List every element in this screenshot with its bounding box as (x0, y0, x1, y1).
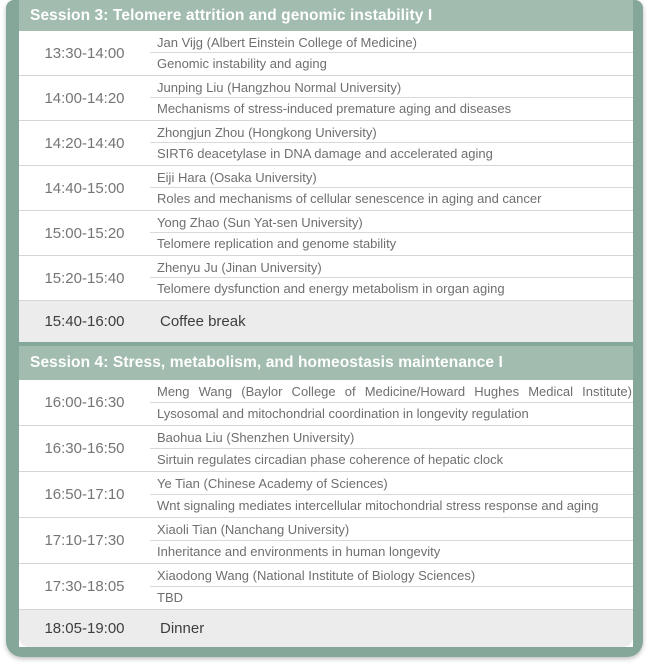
break-label: Coffee break (160, 313, 246, 330)
slot-content (150, 472, 633, 517)
slot-content (150, 518, 633, 563)
slot-content (150, 564, 633, 609)
time-slot (19, 31, 633, 76)
speaker-line: Zhenyu Ju (Jinan University) (150, 256, 633, 278)
slot-time: 16:50-17:10 (44, 486, 125, 503)
talk-line: Mechanisms of stress-induced premature aging and diseases (157, 101, 512, 116)
slot-content (150, 426, 633, 471)
time-slot (19, 211, 633, 256)
speaker-line: Zhongjun Zhou (Hongkong University) (150, 121, 633, 143)
talk-line: Telomere replication and genome stability (157, 236, 397, 251)
speaker-line: Baohua Liu (Shenzhen University) (150, 426, 633, 449)
break-label: Dinner (160, 620, 205, 637)
time-slot (19, 518, 633, 564)
time-slot (19, 564, 633, 610)
slot-time: 16:30-16:50 (44, 440, 125, 457)
slot-content (150, 211, 633, 255)
time-slot (19, 121, 633, 166)
slot-time: 17:30-18:05 (44, 578, 125, 595)
speaker-line: Jan Vijg (Albert Einstein College of Medicine) (150, 31, 633, 53)
session-3-header (19, 0, 633, 31)
slot-time: 15:20-15:40 (44, 269, 125, 287)
session-3-schedule-card (19, 31, 633, 342)
speaker-line: Xiaodong Wang (National Institute of Biology Sciences) (150, 564, 633, 587)
slot-content (150, 76, 633, 120)
speaker-line: Ye Tian (Chinese Academy of Sciences) (150, 472, 633, 495)
session-3-title: Session 3: Telomere attrition and genomic instability I (30, 6, 433, 24)
talk-line: Roles and mechanisms of cellular senescence in aging and cancer (157, 191, 542, 206)
slot-content (150, 380, 633, 425)
break-time: 18:05-19:00 (44, 620, 125, 637)
program-frame (6, 0, 643, 657)
slot-content (150, 121, 633, 165)
session-4-schedule-card (19, 380, 633, 647)
slot-time: 17:10-17:30 (44, 532, 125, 549)
slot-time: 15:00-15:20 (44, 224, 125, 242)
dinner-row (19, 610, 633, 647)
time-slot (19, 166, 633, 211)
coffee-break-row (19, 301, 633, 342)
slot-content (150, 256, 633, 300)
time-slot (19, 380, 633, 426)
speaker-line: Meng Wang (Baylor College of Medicine/Howard Hughes Medical Institute) (150, 380, 633, 403)
slot-content (150, 166, 633, 210)
slot-time: 13:30-14:00 (44, 44, 125, 62)
speaker-line: Yong Zhao (Sun Yat-sen University) (150, 211, 633, 233)
speaker-line: Eiji Hara (Osaka University) (150, 166, 633, 188)
time-slot (19, 256, 633, 301)
time-slot (19, 426, 633, 472)
talk-line: Inheritance and environments in human longevity (157, 544, 441, 559)
speaker-line: Junping Liu (Hangzhou Normal University) (150, 76, 633, 98)
break-time: 15:40-16:00 (44, 313, 125, 330)
time-slot (19, 472, 633, 518)
slot-time: 14:00-14:20 (44, 89, 125, 107)
slot-content (150, 31, 633, 75)
talk-line: Wnt signaling mediates intercellular mitochondrial stress response and aging (157, 498, 599, 513)
talk-line: SIRT6 deacetylase in DNA damage and accelerated aging (157, 146, 493, 161)
session-4-header (19, 346, 633, 380)
time-slot (19, 76, 633, 121)
talk-line: Lysosomal and mitochondrial coordination in longevity regulation (157, 406, 529, 421)
talk-line: Genomic instability and aging (157, 56, 327, 71)
talk-line: TBD (157, 590, 183, 605)
speaker-line: Xiaoli Tian (Nanchang University) (150, 518, 633, 541)
talk-line: Telomere dysfunction and energy metabolism in organ aging (157, 281, 505, 296)
slot-time: 14:20-14:40 (44, 134, 125, 152)
session-4-title: Session 4: Stress, metabolism, and homeostasis maintenance I (30, 354, 503, 371)
slot-time: 16:00-16:30 (44, 394, 125, 411)
slot-time: 14:40-15:00 (44, 179, 125, 197)
talk-line: Sirtuin regulates circadian phase coherence of hepatic clock (157, 452, 504, 467)
